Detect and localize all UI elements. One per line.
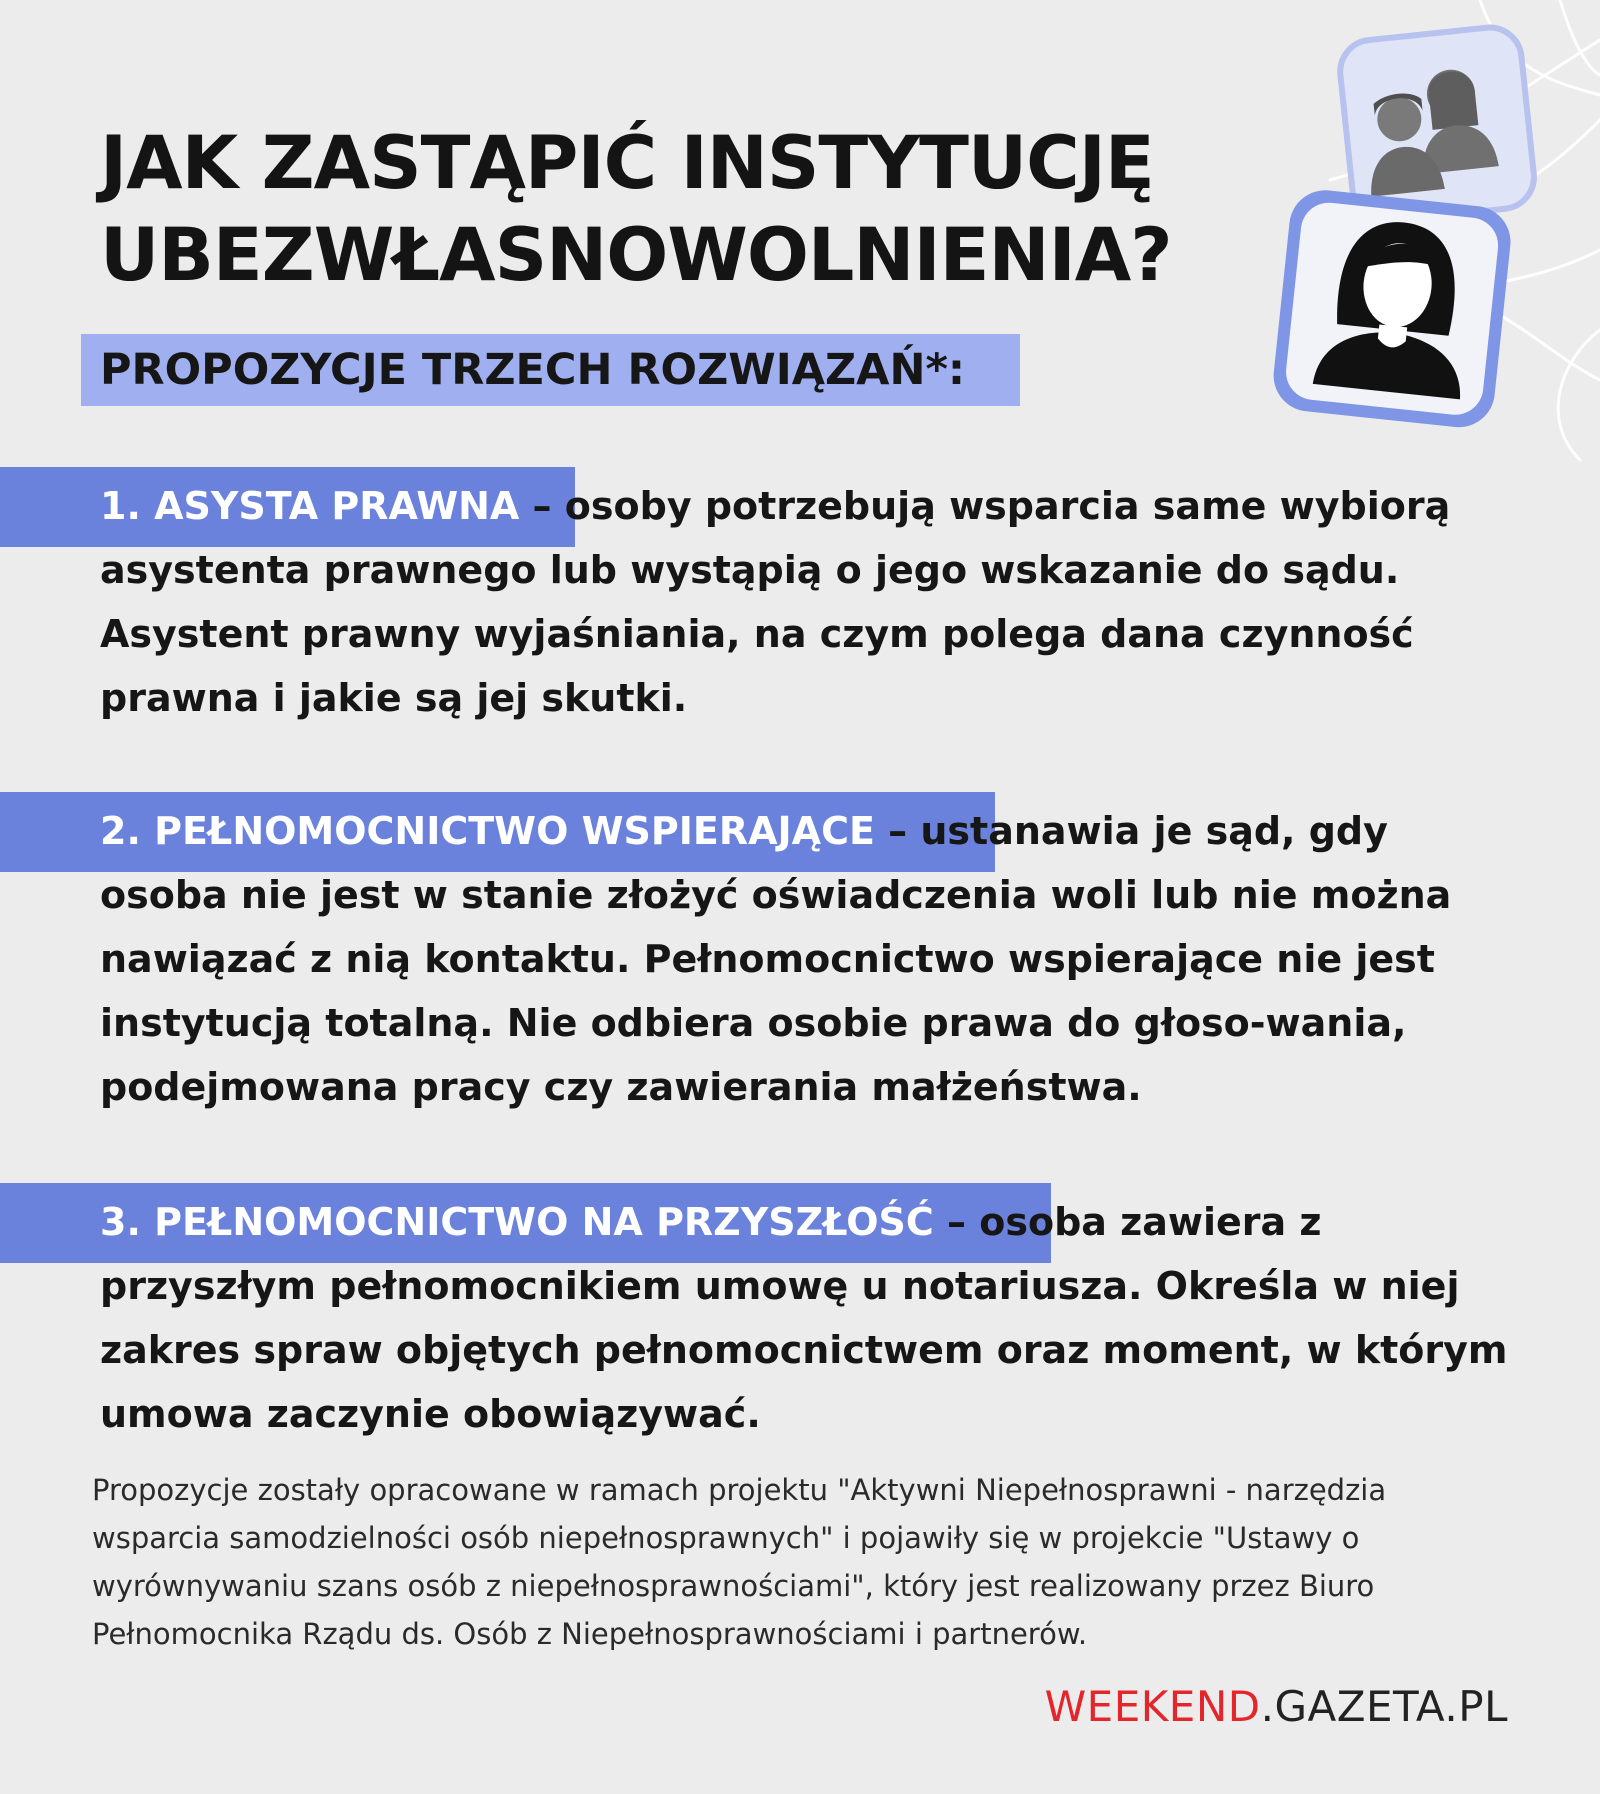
section-1-text: – osoby potrzebują wsparcia same wybiorą asystenta prawnego lub wystąpią o jego wskazanie do sądu. Asystent prawny wyjaśniania, na czym polega dana czynność prawna i jakie są jej skutki. — [100, 484, 1451, 720]
footnote: Propozycje zostały opracowane w ramach projektu "Aktywni Niepełnosprawni - narzędzia wsparcia samodzielności osób niepełnosprawnych" i pojawiły się w projekcie "Ustawy o wyrównywaniu szans osób z niepełnosprawnościami", który jest realizowany przez Biuro Pełnomocnika Rządu ds. Osób z Niepełnosprawnościami i partnerów. — [92, 1473, 1387, 1651]
section-2-label: 2. PEŁNOMOCNICTWO WSPIERAJĄCE — [100, 809, 875, 853]
section-1-label: 1. ASYSTA PRAWNA — [100, 484, 520, 528]
page-title — [100, 118, 1350, 302]
section-3-text: – osoba zawiera z przyszłym pełnomocnikiem umowę u notariusza. Określa w niej zakres spraw objętych pełnomocnictwem oraz moment, w którym umowa zaczynie obowiązywać. — [100, 1200, 1508, 1436]
title-line-1: JAK ZASTĄPIĆ INSTYTUCJĘ — [100, 121, 1154, 206]
section-1 — [100, 474, 1520, 730]
section-3 — [100, 1190, 1520, 1446]
section-2 — [100, 799, 1520, 1119]
brand-part-weekend: WEEKEND — [1044, 1682, 1261, 1731]
brand-part-gazeta: .GAZETA.PL — [1260, 1682, 1508, 1731]
section-2-text: – ustanawia je sąd, gdy osoba nie jest w stanie złożyć oświadczenia woli lub nie można nawiązać z nią kontaktu. Pełnomocnictwo wspierające nie jest instytucją totalną. Nie odbiera osobie prawa do głoso-wania, podejmowana pracy czy zawierania małżeństwa. — [100, 809, 1452, 1109]
subtitle-banner: PROPOZYCJE TRZECH ROZWIĄZAŃ*: — [81, 334, 1020, 406]
section-3-label: 3. PEŁNOMOCNICTWO NA PRZYSZŁOŚĆ — [100, 1200, 934, 1244]
group-people-icon — [1337, 24, 1537, 224]
title-line-2: UBEZWŁASNOWOLNIENIA? — [100, 213, 1172, 298]
brand-logo — [1045, 1682, 1508, 1731]
